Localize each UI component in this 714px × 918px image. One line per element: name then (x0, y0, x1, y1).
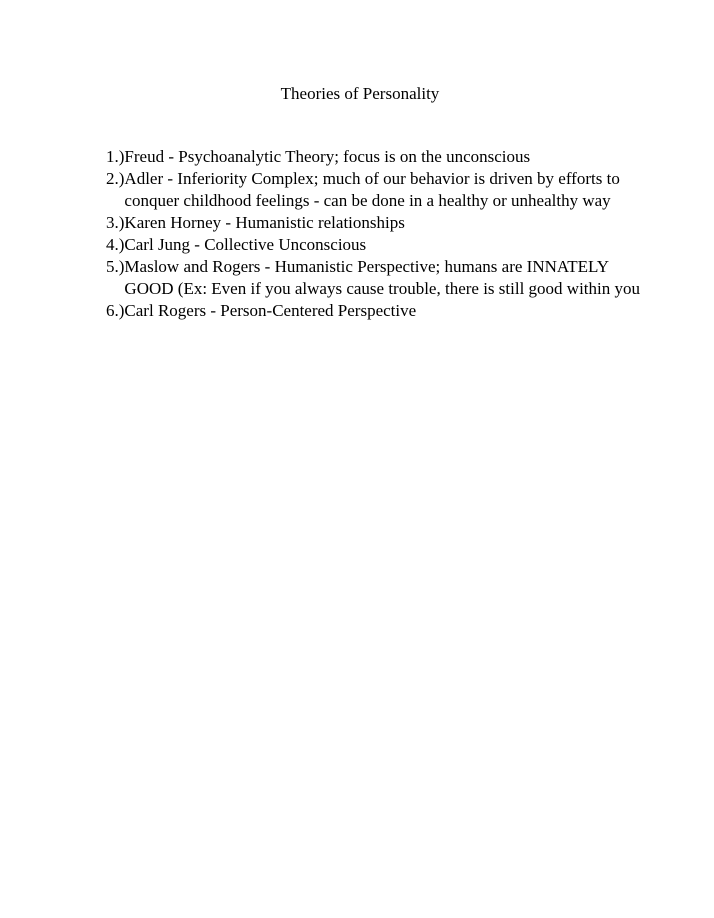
list-item-number: 2.) (106, 169, 125, 188)
list-item-text: Karen Horney - Humanistic relationships (124, 213, 405, 232)
list-item-number: 1.) (106, 147, 125, 166)
list-item-text: Maslow and Rogers - Humanistic Perspective; humans are INNATELY GOOD (Ex: Even if you always cause trouble, there is still good within you (124, 257, 640, 298)
page-title: Theories of Personality (280, 84, 440, 103)
list-item-text: Carl Jung - Collective Unconscious (124, 235, 367, 254)
list-item-number: 4.) (106, 235, 125, 254)
list-item (106, 168, 641, 212)
list-item (106, 300, 641, 322)
list-item-text: Carl Rogers - Person-Centered Perspective (124, 301, 417, 320)
list-item-number: 6.) (106, 301, 125, 320)
list-item-text: Freud - Psychoanalytic Theory; focus is on the unconscious (124, 147, 531, 166)
list-item-number: 5.) (106, 257, 125, 276)
list-item (106, 212, 641, 234)
list-item (106, 146, 641, 168)
list-item-number: 3.) (106, 213, 125, 232)
list-item (106, 256, 641, 300)
list-item-text: Adler - Inferiority Complex; much of our behavior is driven by efforts to conquer childhood feelings - can be done in a healthy or unhealthy way (124, 169, 620, 210)
theory-list (106, 146, 641, 322)
list-item (106, 234, 641, 256)
